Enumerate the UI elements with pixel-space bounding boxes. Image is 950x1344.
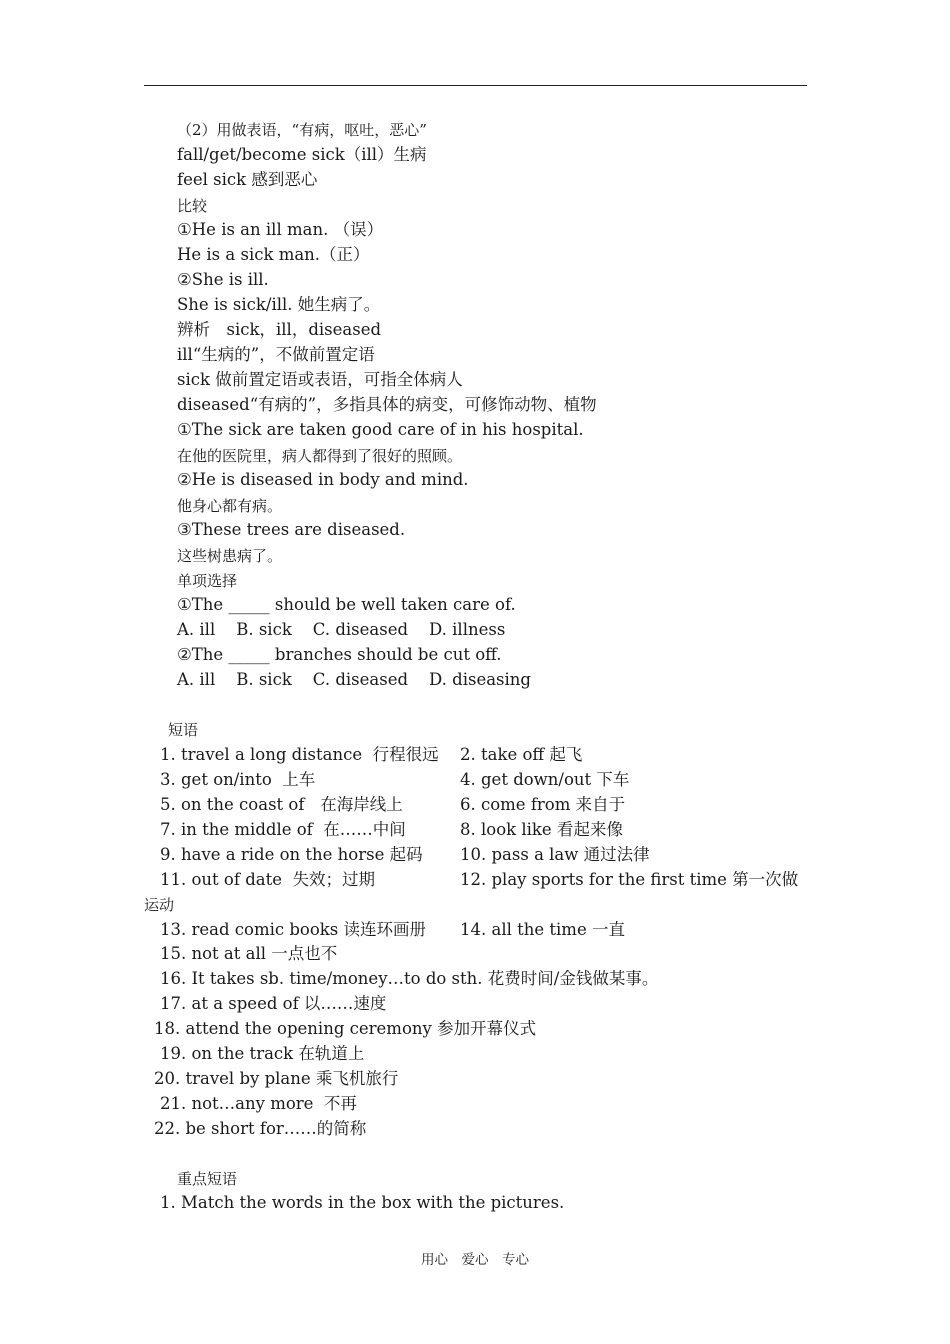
text-line: ②She is ill. [177,270,269,289]
phrases-heading: 短语 [168,721,199,739]
phrase-item: 1. travel a long distance 行程很远 [160,745,439,764]
example-translation: 这些树患病了。 [177,547,283,565]
example-sentence: ①The sick are taken good care of in his hospital. [177,420,584,439]
phrase-item: 21. not…any more 不再 [160,1094,357,1113]
text-line: fall/get/become sick（ill）生病 [177,145,427,164]
exercise-options: A. ill B. sick C. diseased D. illness [177,620,506,639]
phrase-item: 9. have a ride on the horse 起码 [160,845,423,864]
text-line: She is sick/ill. 她生病了。 [177,295,381,314]
header-rule [144,85,807,86]
text-line: diseased“有病的”，多指具体的病变，可修饰动物、植物 [177,395,597,414]
page-footer: 用心 爱心 专心 [421,1252,529,1268]
example-sentence: ③These trees are diseased. [177,520,406,539]
phrase-item: 20. travel by plane 乘飞机旅行 [154,1069,399,1088]
phrase-item: 6. come from 来自于 [460,795,626,814]
phrase-item: 13. read comic books 读连环画册 [160,920,427,939]
exercise-options: A. ill B. sick C. diseased D. diseasing [177,670,531,689]
compare-label: 比较 [177,197,208,215]
phrase-item: 4. get down/out 下车 [460,770,630,789]
exercise-label: 单项选择 [177,572,238,590]
example-sentence: ②He is diseased in body and mind. [177,470,469,489]
phrase-item: 8. look like 看起来像 [460,820,623,839]
key-phrase-item: 1. Match the words in the box with the pictures. [160,1193,565,1212]
phrase-item: 19. on the track 在轨道上 [160,1044,365,1063]
exercise-question: ①The _____ should be well taken care of. [177,595,516,614]
phrase-item: 12. play sports for the first time 第一次做 [460,870,799,889]
example-translation: 他身心都有病。 [177,497,283,515]
phrase-item: 16. It takes sb. time/money…to do sth. 花费时间/金钱做某事。 [160,969,659,988]
text-line: feel sick 感到恶心 [177,170,318,189]
exercise-question: ②The _____ branches should be cut off. [177,645,502,664]
phrase-item: 10. pass a law 通过法律 [460,845,650,864]
phrase-item: 2. take off 起飞 [460,745,583,764]
phrase-item: 5. on the coast of 在海岸线上 [160,795,403,814]
example-translation: 在他的医院里，病人都得到了很好的照顾。 [177,447,463,465]
usage-heading: （2）用做表语，“有病，呕吐，恶心” [177,121,427,139]
phrase-item: 3. get on/into 上车 [160,770,316,789]
phrase-item: 11. out of date 失效；过期 [160,870,375,889]
phrase-item: 22. be short for……的简称 [154,1119,367,1138]
phrase-item: 14. all the time 一直 [460,920,625,939]
text-line: He is a sick man.（正） [177,245,370,264]
phrase-item: 15. not at all 一点也不 [160,944,338,963]
text-line: sick 做前置定语或表语，可指全体病人 [177,370,463,389]
analysis-label: 辨析 sick，ill，diseased [177,320,382,339]
text-line: ①He is an ill man. （误） [177,220,384,239]
key-phrases-heading: 重点短语 [177,1170,238,1188]
phrase-item: 18. attend the opening ceremony 参加开幕仪式 [154,1019,537,1038]
text-line: ill“生病的”，不做前置定语 [177,345,375,364]
phrase-item-wrap: 运动 [144,896,175,914]
phrase-item: 17. at a speed of 以……速度 [160,994,387,1013]
phrase-item: 7. in the middle of 在……中间 [160,820,406,839]
